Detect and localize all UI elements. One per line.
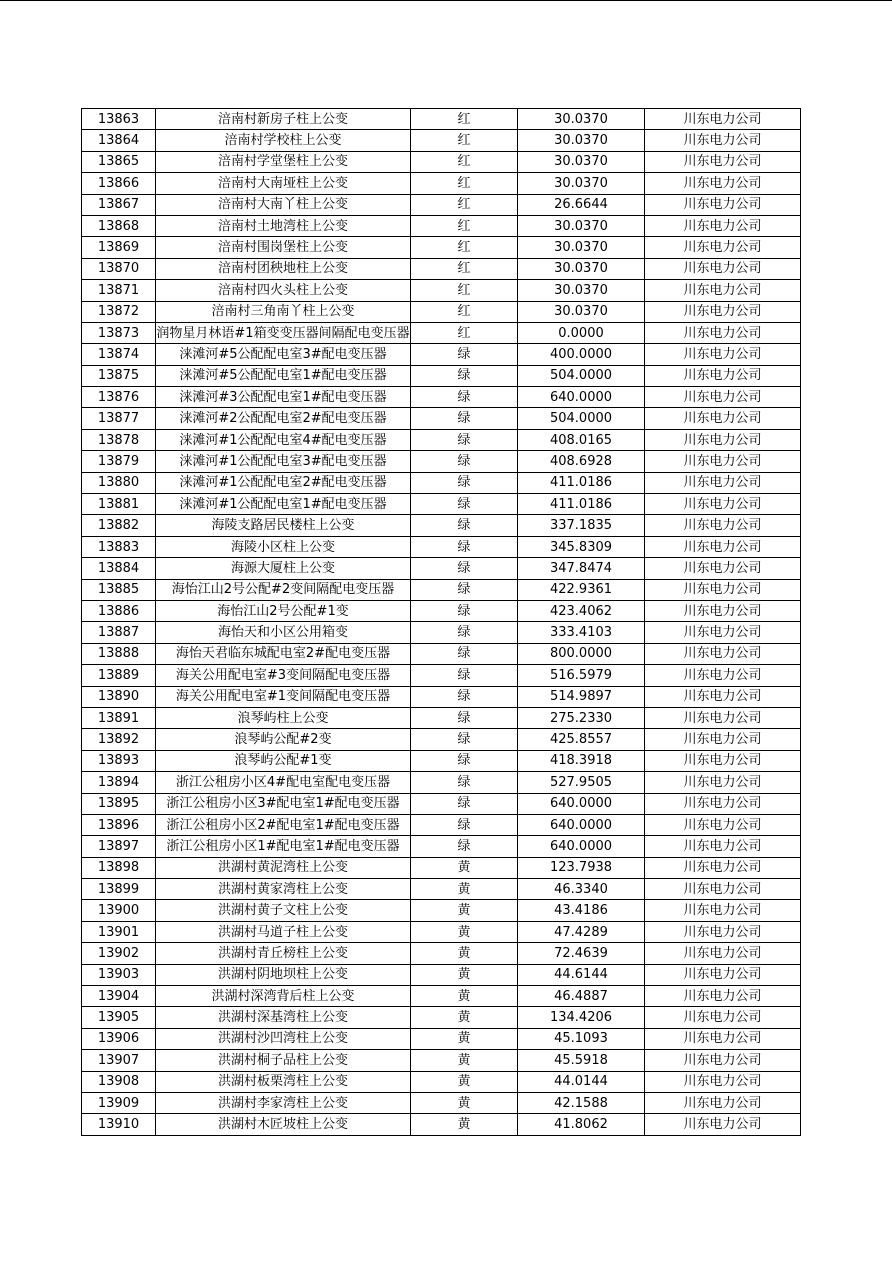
status-color-cell: 黄 (411, 964, 518, 985)
value-cell: 333.4103 (518, 622, 645, 643)
row-id-cell: 13894 (82, 772, 156, 793)
row-id-cell: 13891 (82, 707, 156, 728)
transformer-name-cell: 涪南村土地湾柱上公变 (156, 215, 411, 236)
status-color-cell: 红 (411, 258, 518, 279)
transformer-name-cell: 涞滩河#1公配配电室3#配电变压器 (156, 451, 411, 472)
row-id-cell: 13896 (82, 814, 156, 835)
transformer-name-cell: 润物星月林语#1箱变变压器间隔配电变压器 (156, 322, 411, 343)
table-row (82, 280, 801, 301)
company-cell: 川东电力公司 (645, 986, 801, 1007)
transformer-name-cell: 洪湖村木匠坡柱上公变 (156, 1114, 411, 1135)
row-id-cell: 13886 (82, 600, 156, 621)
status-color-cell: 绿 (411, 772, 518, 793)
value-cell: 527.9505 (518, 772, 645, 793)
status-color-cell: 黄 (411, 1028, 518, 1049)
row-id-cell: 13870 (82, 258, 156, 279)
value-cell: 45.5918 (518, 1050, 645, 1071)
company-cell: 川东电力公司 (645, 237, 801, 258)
table-row (82, 665, 801, 686)
table-row (82, 579, 801, 600)
transformer-name-cell: 洪湖村青丘榜柱上公变 (156, 943, 411, 964)
row-id-cell: 13908 (82, 1071, 156, 1092)
row-id-cell: 13872 (82, 301, 156, 322)
value-cell: 800.0000 (518, 643, 645, 664)
row-id-cell: 13902 (82, 943, 156, 964)
table-row (82, 1050, 801, 1071)
row-id-cell: 13887 (82, 622, 156, 643)
company-cell: 川东电力公司 (645, 1071, 801, 1092)
status-color-cell: 红 (411, 109, 518, 130)
status-color-cell: 绿 (411, 707, 518, 728)
company-cell: 川东电力公司 (645, 109, 801, 130)
row-id-cell: 13906 (82, 1028, 156, 1049)
table-row (82, 750, 801, 771)
table-row (82, 109, 801, 130)
transformer-name-cell: 涪南村团秧地柱上公变 (156, 258, 411, 279)
value-cell: 123.7938 (518, 857, 645, 878)
row-id-cell: 13876 (82, 387, 156, 408)
status-color-cell: 绿 (411, 558, 518, 579)
value-cell: 408.0165 (518, 429, 645, 450)
transformer-name-cell: 涪南村学堂堡柱上公变 (156, 151, 411, 172)
transformer-name-cell: 涪南村新房子柱上公变 (156, 109, 411, 130)
row-id-cell: 13892 (82, 729, 156, 750)
transformer-name-cell: 浪琴屿公配#2变 (156, 729, 411, 750)
row-id-cell: 13867 (82, 194, 156, 215)
table-row (82, 301, 801, 322)
row-id-cell: 13884 (82, 558, 156, 579)
company-cell: 川东电力公司 (645, 365, 801, 386)
row-id-cell: 13881 (82, 494, 156, 515)
value-cell: 504.0000 (518, 365, 645, 386)
row-id-cell: 13863 (82, 109, 156, 130)
table-row (82, 322, 801, 343)
table-row (82, 194, 801, 215)
transformer-name-cell: 洪湖村黄泥湾柱上公变 (156, 857, 411, 878)
status-color-cell: 红 (411, 173, 518, 194)
transformer-name-cell: 洪湖村阴地坝柱上公变 (156, 964, 411, 985)
value-cell: 400.0000 (518, 344, 645, 365)
status-color-cell: 红 (411, 194, 518, 215)
value-cell: 41.8062 (518, 1114, 645, 1135)
table-row (82, 600, 801, 621)
status-color-cell: 红 (411, 322, 518, 343)
row-id-cell: 13879 (82, 451, 156, 472)
company-cell: 川东电力公司 (645, 857, 801, 878)
transformer-name-cell: 浪琴屿柱上公变 (156, 707, 411, 728)
company-cell: 川东电力公司 (645, 429, 801, 450)
company-cell: 川东电力公司 (645, 943, 801, 964)
value-cell: 43.4186 (518, 900, 645, 921)
row-id-cell: 13873 (82, 322, 156, 343)
company-cell: 川东电力公司 (645, 515, 801, 536)
company-cell: 川东电力公司 (645, 600, 801, 621)
transformer-name-cell: 涪南村学校柱上公变 (156, 130, 411, 151)
value-cell: 640.0000 (518, 793, 645, 814)
row-id-cell: 13865 (82, 151, 156, 172)
row-id-cell: 13875 (82, 365, 156, 386)
status-color-cell: 黄 (411, 1114, 518, 1135)
company-cell: 川东电力公司 (645, 750, 801, 771)
company-cell: 川东电力公司 (645, 451, 801, 472)
status-color-cell: 绿 (411, 793, 518, 814)
value-cell: 422.9361 (518, 579, 645, 600)
transformer-name-cell: 洪湖村深基湾柱上公变 (156, 1007, 411, 1028)
company-cell: 川东电力公司 (645, 344, 801, 365)
table-row (82, 836, 801, 857)
status-color-cell: 绿 (411, 729, 518, 750)
status-color-cell: 绿 (411, 387, 518, 408)
table-row (82, 793, 801, 814)
transformer-name-cell: 涪南村四火头柱上公变 (156, 280, 411, 301)
status-color-cell: 绿 (411, 494, 518, 515)
transformer-table (81, 108, 801, 1136)
status-color-cell: 绿 (411, 579, 518, 600)
company-cell: 川东电力公司 (645, 665, 801, 686)
transformer-name-cell: 涪南村大南丫柱上公变 (156, 194, 411, 215)
transformer-name-cell: 海怡天和小区公用箱变 (156, 622, 411, 643)
table-row (82, 1092, 801, 1113)
status-color-cell: 绿 (411, 451, 518, 472)
company-cell: 川东电力公司 (645, 194, 801, 215)
transformer-name-cell: 洪湖村桐子品柱上公变 (156, 1050, 411, 1071)
row-id-cell: 13878 (82, 429, 156, 450)
row-id-cell: 13895 (82, 793, 156, 814)
table-row (82, 515, 801, 536)
table-row (82, 1007, 801, 1028)
row-id-cell: 13901 (82, 921, 156, 942)
status-color-cell: 绿 (411, 643, 518, 664)
value-cell: 411.0186 (518, 494, 645, 515)
status-color-cell: 红 (411, 237, 518, 258)
transformer-name-cell: 涪南村围岗堡柱上公变 (156, 237, 411, 258)
company-cell: 川东电力公司 (645, 579, 801, 600)
table-body (82, 109, 801, 1136)
transformer-name-cell: 浙江公租房小区2#配电室1#配电变压器 (156, 814, 411, 835)
status-color-cell: 绿 (411, 836, 518, 857)
row-id-cell: 13885 (82, 579, 156, 600)
table-row (82, 729, 801, 750)
company-cell: 川东电力公司 (645, 472, 801, 493)
value-cell: 30.0370 (518, 280, 645, 301)
transformer-name-cell: 海怡江山2号公配#2变间隔配电变压器 (156, 579, 411, 600)
value-cell: 30.0370 (518, 173, 645, 194)
transformer-name-cell: 涞滩河#1公配配电室4#配电变压器 (156, 429, 411, 450)
transformer-name-cell: 洪湖村马道子柱上公变 (156, 921, 411, 942)
value-cell: 134.4206 (518, 1007, 645, 1028)
transformer-name-cell: 浙江公租房小区4#配电室配电变压器 (156, 772, 411, 793)
value-cell: 337.1835 (518, 515, 645, 536)
row-id-cell: 13868 (82, 215, 156, 236)
table-row (82, 494, 801, 515)
status-color-cell: 黄 (411, 1092, 518, 1113)
company-cell: 川东电力公司 (645, 1050, 801, 1071)
transformer-name-cell: 涞滩河#2公配配电室2#配电变压器 (156, 408, 411, 429)
value-cell: 26.6644 (518, 194, 645, 215)
table-row (82, 344, 801, 365)
status-color-cell: 绿 (411, 536, 518, 557)
table-row (82, 429, 801, 450)
company-cell: 川东电力公司 (645, 130, 801, 151)
table-row (82, 900, 801, 921)
status-color-cell: 绿 (411, 750, 518, 771)
company-cell: 川东电力公司 (645, 536, 801, 557)
value-cell: 640.0000 (518, 814, 645, 835)
company-cell: 川东电力公司 (645, 173, 801, 194)
transformer-name-cell: 洪湖村深湾背后柱上公变 (156, 986, 411, 1007)
value-cell: 408.6928 (518, 451, 645, 472)
value-cell: 44.0144 (518, 1071, 645, 1092)
transformer-name-cell: 海陵支路居民楼柱上公变 (156, 515, 411, 536)
table-row (82, 151, 801, 172)
row-id-cell: 13890 (82, 686, 156, 707)
status-color-cell: 绿 (411, 515, 518, 536)
company-cell: 川东电力公司 (645, 879, 801, 900)
company-cell: 川东电力公司 (645, 686, 801, 707)
company-cell: 川东电力公司 (645, 215, 801, 236)
transformer-name-cell: 海陵小区柱上公变 (156, 536, 411, 557)
row-id-cell: 13883 (82, 536, 156, 557)
row-id-cell: 13880 (82, 472, 156, 493)
table-row (82, 943, 801, 964)
company-cell: 川东电力公司 (645, 707, 801, 728)
table-row (82, 707, 801, 728)
table-row (82, 258, 801, 279)
status-color-cell: 绿 (411, 686, 518, 707)
table-row (82, 558, 801, 579)
company-cell: 川东电力公司 (645, 408, 801, 429)
value-cell: 423.4062 (518, 600, 645, 621)
transformer-name-cell: 海怡江山2号公配#1变 (156, 600, 411, 621)
status-color-cell: 黄 (411, 879, 518, 900)
status-color-cell: 红 (411, 280, 518, 301)
table-row (82, 237, 801, 258)
transformer-name-cell: 洪湖村黄家湾柱上公变 (156, 879, 411, 900)
company-cell: 川东电力公司 (645, 900, 801, 921)
status-color-cell: 红 (411, 301, 518, 322)
value-cell: 46.3340 (518, 879, 645, 900)
table-row (82, 365, 801, 386)
table-row (82, 472, 801, 493)
table-row (82, 408, 801, 429)
transformer-name-cell: 海源大厦柱上公变 (156, 558, 411, 579)
transformer-name-cell: 涞滩河#1公配配电室1#配电变压器 (156, 494, 411, 515)
transformer-name-cell: 涪南村大南垭柱上公变 (156, 173, 411, 194)
value-cell: 42.1588 (518, 1092, 645, 1113)
table-row (82, 130, 801, 151)
company-cell: 川东电力公司 (645, 494, 801, 515)
transformer-name-cell: 涞滩河#5公配配电室3#配电变压器 (156, 344, 411, 365)
status-color-cell: 绿 (411, 665, 518, 686)
table-row (82, 814, 801, 835)
value-cell: 504.0000 (518, 408, 645, 429)
company-cell: 川东电力公司 (645, 301, 801, 322)
row-id-cell: 13866 (82, 173, 156, 194)
company-cell: 川东电力公司 (645, 793, 801, 814)
table-row (82, 215, 801, 236)
status-color-cell: 红 (411, 130, 518, 151)
value-cell: 345.8309 (518, 536, 645, 557)
row-id-cell: 13869 (82, 237, 156, 258)
row-id-cell: 13900 (82, 900, 156, 921)
value-cell: 30.0370 (518, 301, 645, 322)
value-cell: 30.0370 (518, 151, 645, 172)
value-cell: 411.0186 (518, 472, 645, 493)
row-id-cell: 13898 (82, 857, 156, 878)
table-row (82, 964, 801, 985)
row-id-cell: 13897 (82, 836, 156, 857)
table-row (82, 643, 801, 664)
row-id-cell: 13903 (82, 964, 156, 985)
transformer-name-cell: 涞滩河#1公配配电室2#配电变压器 (156, 472, 411, 493)
row-id-cell: 13877 (82, 408, 156, 429)
company-cell: 川东电力公司 (645, 1007, 801, 1028)
company-cell: 川东电力公司 (645, 729, 801, 750)
row-id-cell: 13907 (82, 1050, 156, 1071)
table-row (82, 879, 801, 900)
transformer-name-cell: 洪湖村沙凹湾柱上公变 (156, 1028, 411, 1049)
status-color-cell: 黄 (411, 857, 518, 878)
value-cell: 0.0000 (518, 322, 645, 343)
table-row (82, 536, 801, 557)
company-cell: 川东电力公司 (645, 921, 801, 942)
company-cell: 川东电力公司 (645, 772, 801, 793)
transformer-name-cell: 洪湖村李家湾柱上公变 (156, 1092, 411, 1113)
table-row (82, 686, 801, 707)
status-color-cell: 黄 (411, 943, 518, 964)
status-color-cell: 黄 (411, 1050, 518, 1071)
company-cell: 川东电力公司 (645, 258, 801, 279)
company-cell: 川东电力公司 (645, 836, 801, 857)
status-color-cell: 绿 (411, 365, 518, 386)
status-color-cell: 绿 (411, 472, 518, 493)
company-cell: 川东电力公司 (645, 1028, 801, 1049)
table-row (82, 622, 801, 643)
row-id-cell: 13893 (82, 750, 156, 771)
status-color-cell: 绿 (411, 344, 518, 365)
transformer-name-cell: 涞滩河#5公配配电室1#配电变压器 (156, 365, 411, 386)
status-color-cell: 绿 (411, 600, 518, 621)
status-color-cell: 黄 (411, 1071, 518, 1092)
row-id-cell: 13871 (82, 280, 156, 301)
transformer-name-cell: 海关公用配电室#3变间隔配电变压器 (156, 665, 411, 686)
company-cell: 川东电力公司 (645, 1114, 801, 1135)
status-color-cell: 黄 (411, 986, 518, 1007)
row-id-cell: 13910 (82, 1114, 156, 1135)
company-cell: 川东电力公司 (645, 322, 801, 343)
value-cell: 47.4289 (518, 921, 645, 942)
transformer-name-cell: 浙江公租房小区3#配电室1#配电变压器 (156, 793, 411, 814)
status-color-cell: 黄 (411, 1007, 518, 1028)
table-row (82, 387, 801, 408)
value-cell: 46.4887 (518, 986, 645, 1007)
table-row (82, 857, 801, 878)
company-cell: 川东电力公司 (645, 814, 801, 835)
status-color-cell: 黄 (411, 900, 518, 921)
status-color-cell: 绿 (411, 814, 518, 835)
row-id-cell: 13899 (82, 879, 156, 900)
value-cell: 45.1093 (518, 1028, 645, 1049)
row-id-cell: 13909 (82, 1092, 156, 1113)
value-cell: 275.2330 (518, 707, 645, 728)
table-row (82, 1114, 801, 1135)
row-id-cell: 13889 (82, 665, 156, 686)
value-cell: 347.8474 (518, 558, 645, 579)
row-id-cell: 13874 (82, 344, 156, 365)
row-id-cell: 13864 (82, 130, 156, 151)
transformer-name-cell: 海关公用配电室#1变间隔配电变压器 (156, 686, 411, 707)
company-cell: 川东电力公司 (645, 964, 801, 985)
company-cell: 川东电力公司 (645, 387, 801, 408)
value-cell: 30.0370 (518, 109, 645, 130)
status-color-cell: 红 (411, 151, 518, 172)
status-color-cell: 绿 (411, 622, 518, 643)
table-row (82, 451, 801, 472)
transformer-name-cell: 海怡天君临东城配电室2#配电变压器 (156, 643, 411, 664)
value-cell: 72.4639 (518, 943, 645, 964)
row-id-cell: 13905 (82, 1007, 156, 1028)
table-row (82, 921, 801, 942)
company-cell: 川东电力公司 (645, 643, 801, 664)
value-cell: 30.0370 (518, 215, 645, 236)
value-cell: 30.0370 (518, 258, 645, 279)
value-cell: 30.0370 (518, 237, 645, 258)
status-color-cell: 红 (411, 215, 518, 236)
value-cell: 640.0000 (518, 836, 645, 857)
row-id-cell: 13882 (82, 515, 156, 536)
company-cell: 川东电力公司 (645, 151, 801, 172)
status-color-cell: 绿 (411, 429, 518, 450)
row-id-cell: 13904 (82, 986, 156, 1007)
value-cell: 514.9897 (518, 686, 645, 707)
transformer-name-cell: 洪湖村黄子文柱上公变 (156, 900, 411, 921)
company-cell: 川东电力公司 (645, 622, 801, 643)
value-cell: 30.0370 (518, 130, 645, 151)
table-row (82, 173, 801, 194)
table-row (82, 1028, 801, 1049)
status-color-cell: 黄 (411, 921, 518, 942)
transformer-name-cell: 涪南村三角南丫柱上公变 (156, 301, 411, 322)
transformer-name-cell: 涞滩河#3公配配电室1#配电变压器 (156, 387, 411, 408)
value-cell: 516.5979 (518, 665, 645, 686)
page-top-border (0, 0, 892, 1)
table-row (82, 772, 801, 793)
value-cell: 418.3918 (518, 750, 645, 771)
table-row (82, 1071, 801, 1092)
value-cell: 425.8557 (518, 729, 645, 750)
value-cell: 44.6144 (518, 964, 645, 985)
row-id-cell: 13888 (82, 643, 156, 664)
company-cell: 川东电力公司 (645, 558, 801, 579)
transformer-name-cell: 浙江公租房小区1#配电室1#配电变压器 (156, 836, 411, 857)
table-row (82, 986, 801, 1007)
transformer-name-cell: 浪琴屿公配#1变 (156, 750, 411, 771)
transformer-name-cell: 洪湖村板栗湾柱上公变 (156, 1071, 411, 1092)
status-color-cell: 绿 (411, 408, 518, 429)
value-cell: 640.0000 (518, 387, 645, 408)
company-cell: 川东电力公司 (645, 1092, 801, 1113)
company-cell: 川东电力公司 (645, 280, 801, 301)
